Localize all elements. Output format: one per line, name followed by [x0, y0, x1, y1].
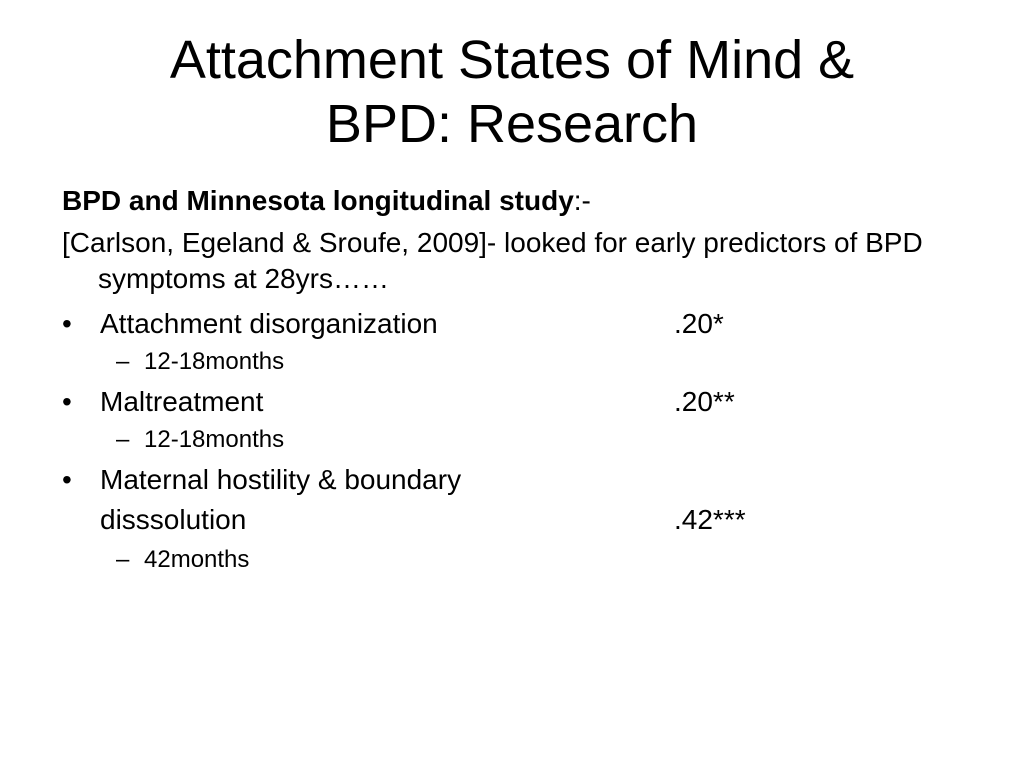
bullet-item-maltreatment: [62, 383, 962, 421]
bullet-icon: •: [62, 464, 72, 495]
study-heading-suffix: :-: [573, 185, 591, 216]
sub-item-label: 12-18months: [144, 426, 285, 453]
bullet-item-maternal-hostility-continued: [62, 499, 962, 541]
sub-item-maternal-hostility: [62, 541, 962, 581]
dash-icon: –: [116, 546, 130, 573]
sub-item-label: 12-18months: [144, 348, 285, 375]
sub-item-maltreatment: [62, 421, 962, 461]
sub-item-label: 42months: [144, 546, 250, 573]
bullet-label: Maternal hostility & boundary: [100, 464, 462, 495]
bullet-label: Attachment disorganization: [100, 308, 438, 339]
sub-item-attachment: [62, 343, 962, 383]
bullet-value: .42***: [674, 504, 746, 535]
study-reference: [Carlson, Egeland & Sroufe, 2009]- looked for early predictors of BPD symptoms at 28yrs……: [62, 227, 923, 294]
study-heading: [62, 183, 962, 219]
bullet-value: .20**: [674, 386, 735, 417]
bullet-icon: •: [62, 386, 72, 417]
slide-title-line-1: Attachment States of Mind &: [169, 30, 855, 90]
dash-icon: –: [116, 348, 130, 375]
bullet-label-continued: disssolution: [100, 504, 247, 535]
dash-icon: –: [116, 426, 130, 453]
bullet-value: .20*: [674, 308, 724, 339]
slide-body: [62, 183, 962, 581]
bullet-label: Maltreatment: [100, 386, 264, 417]
bullet-item-maternal-hostility: [62, 461, 962, 499]
slide-title-line-2: BPD: Research: [325, 94, 699, 154]
bullet-icon: •: [62, 308, 72, 339]
study-heading-bold: BPD and Minnesota longitudinal study: [62, 185, 574, 216]
slide-title: [60, 28, 964, 156]
bullet-item-attachment: [62, 305, 962, 343]
